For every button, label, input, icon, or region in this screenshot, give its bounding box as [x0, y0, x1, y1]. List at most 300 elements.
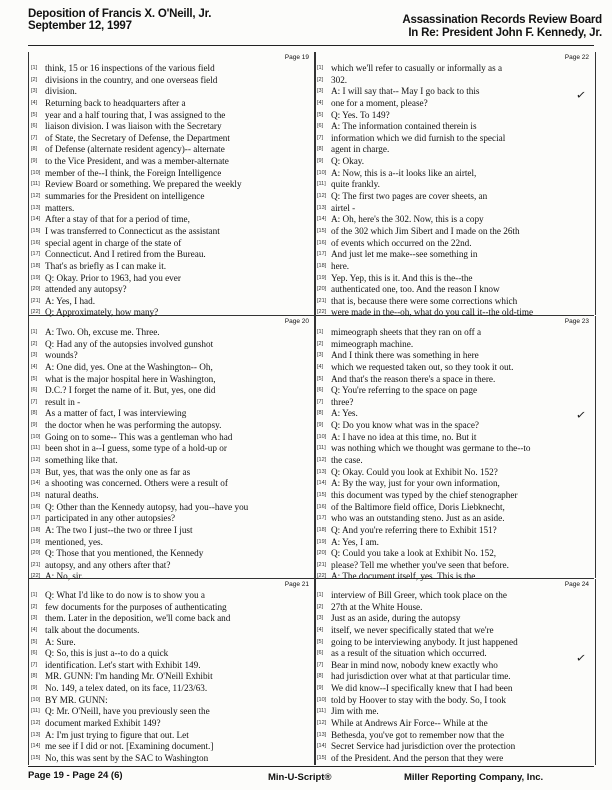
line-number: [13] [317, 468, 327, 475]
line-number: [11] [317, 708, 326, 715]
checkmark-annotation: ✓ [575, 87, 587, 103]
line-number: [6] [317, 123, 324, 130]
checkmark-annotation: ✓ [575, 650, 587, 666]
line-number: [14] [31, 216, 41, 223]
transcript-line [315, 648, 595, 660]
line-number: [12] [317, 457, 327, 464]
line-text: please? Tell me whether you've seen that before. [331, 559, 509, 570]
transcript-line [315, 706, 595, 718]
line-number: [13] [317, 204, 327, 211]
page-label: Page 24 [564, 581, 589, 588]
transcript-line [315, 753, 595, 765]
line-number: [3] [31, 88, 38, 95]
transcript-line [29, 191, 315, 203]
transcript-line [29, 525, 315, 537]
line-text: Q: Okay. Prior to 1963, had you ever [45, 272, 181, 283]
transcript-line [29, 625, 315, 637]
transcript-line [315, 502, 595, 514]
line-number: [19] [317, 538, 327, 545]
transcript-line [29, 110, 315, 122]
transcript-lines [29, 590, 315, 765]
transcript-line [315, 718, 595, 730]
line-number: [11] [317, 445, 326, 452]
line-text: Going on to some-- This was a gentleman who had [45, 431, 233, 442]
transcript-line [315, 548, 595, 560]
line-number: [12] [31, 457, 41, 464]
line-text: Q: And you're referring there to Exhibit 151? [331, 524, 497, 535]
line-number: [1] [317, 592, 324, 598]
deposition-title: Deposition of Francis X. O'Neill, Jr. [28, 8, 212, 20]
line-text: wounds? [45, 350, 78, 361]
line-text: A: I have no idea at this time, no. But it [331, 431, 477, 442]
line-text: been shot in a--I guess, some type of a hold-up or [45, 443, 227, 454]
transcript-lines [315, 590, 595, 765]
line-text: that is, because there were some corrections which [331, 295, 518, 306]
line-text: told by Hoover to stay with the body. So, I took [331, 694, 506, 705]
line-number: [4] [31, 99, 38, 106]
transcript-line [29, 86, 315, 98]
transcript-line [29, 660, 315, 672]
transcript-line [29, 753, 315, 765]
line-text: Q: Do you know what was in the space? [331, 420, 479, 431]
case-name: In Re: President John F. Kennedy, Jr. [408, 27, 602, 39]
panel-divider [28, 578, 594, 579]
line-text: 302. [331, 74, 348, 85]
line-text: That's as briefly as I can make it. [45, 260, 167, 271]
line-text: this document was typed by the chief stenographer [331, 489, 518, 500]
line-number: [7] [31, 134, 38, 141]
line-number: [5] [317, 375, 324, 382]
line-text: something like that. [45, 455, 118, 466]
line-text: Bethesda, you've got to remember now that the [331, 729, 505, 740]
line-number: [15] [31, 491, 41, 498]
transcript-line [29, 63, 315, 75]
line-number: [13] [31, 468, 41, 475]
transcript-line [29, 156, 315, 168]
line-text: A: Oh, here's the 302. Now, this is a copy [331, 214, 484, 225]
transcript-line [315, 121, 595, 133]
line-text: Q: What I'd like to do now is to show you a [45, 590, 205, 600]
line-number: [5] [31, 111, 38, 118]
transcript-line [29, 706, 315, 718]
transcript-line [315, 339, 595, 351]
line-text: A: Yes, I had. [45, 295, 96, 306]
transcript-line [315, 478, 595, 490]
transcript-line [315, 741, 595, 753]
page-label: Page 20 [284, 318, 309, 325]
transcript-line [315, 284, 595, 296]
transcript-line [29, 548, 315, 560]
checkmark-annotation: ✓ [575, 407, 587, 423]
line-text: authenticated one, too. And the reason I know [331, 284, 500, 295]
transcript-line [29, 249, 315, 261]
transcript-line [315, 179, 595, 191]
line-text: A: By the way, just for your own information, [331, 478, 500, 489]
transcript-line [29, 443, 315, 455]
line-text: few documents for the purposes of authenticating [45, 601, 227, 612]
line-number: [22] [31, 573, 41, 580]
transcript-line [29, 467, 315, 479]
line-number: [15] [317, 754, 327, 761]
line-text: participated in any other autopsies? [45, 513, 176, 524]
line-number: [1] [317, 329, 324, 335]
deposition-header [28, 8, 211, 32]
line-text: of the 302 which Jim Sibert and I made on the 26th [331, 225, 520, 236]
line-text: result in - [45, 396, 81, 407]
line-text: who was an outstanding steno. Just as an aside. [331, 513, 505, 524]
line-number: [10] [31, 696, 41, 703]
line-text: agent in charge. [331, 144, 390, 155]
transcript-line [29, 420, 315, 432]
line-number: [7] [317, 661, 324, 668]
page-label: Page 19 [284, 54, 309, 61]
line-number: [6] [317, 650, 324, 657]
line-number: [5] [31, 638, 38, 645]
page-22-panel [314, 52, 596, 318]
transcript-line [315, 397, 595, 409]
line-text: division. [45, 86, 77, 97]
transcript-line [315, 133, 595, 145]
line-number: [16] [317, 239, 327, 246]
line-number: [17] [317, 515, 327, 522]
line-text: Connecticut. And I retired from the Bureau. [45, 249, 206, 260]
board-name: Assassination Records Review Board [402, 14, 602, 26]
transcript-line [315, 590, 595, 602]
transcript-lines [29, 63, 315, 319]
line-number: [15] [317, 491, 327, 498]
transcript-line [315, 273, 595, 285]
transcript-line [315, 525, 595, 537]
line-text: MR. GUNN: I'm handing Mr. O'Neill Exhibit [45, 671, 213, 682]
line-number: [7] [31, 398, 38, 405]
transcript-line [29, 537, 315, 549]
line-text: Bear in mind now, nobody knew exactly who [331, 659, 498, 670]
transcript-line [29, 261, 315, 273]
line-text: A: The information contained therein is [331, 121, 477, 132]
transcript-line [29, 408, 315, 420]
transcript-line [315, 537, 595, 549]
transcript-line [315, 683, 595, 695]
line-text: A: Sure. [45, 636, 76, 647]
line-number: [13] [317, 731, 327, 738]
line-number: [18] [31, 526, 41, 533]
line-text: matters. [45, 202, 75, 213]
transcript-lines [315, 327, 595, 583]
line-number: [16] [31, 239, 41, 246]
footer-rule [28, 766, 594, 767]
line-number: [21] [31, 561, 41, 568]
line-text: A: Two. Oh, excuse me. Three. [45, 327, 160, 337]
line-text: itself, we never specifically stated that we're [331, 624, 494, 635]
line-number: [16] [31, 503, 41, 510]
line-text: quite frankly. [331, 179, 380, 190]
line-number: [7] [317, 134, 324, 141]
line-text: A: No, sir. [45, 571, 84, 582]
page-21-panel [28, 579, 316, 765]
transcript-line [29, 374, 315, 386]
transcript-line [315, 467, 595, 479]
line-number: [21] [317, 297, 327, 304]
line-number: [10] [317, 169, 327, 176]
line-number: [8] [317, 410, 324, 417]
transcript-line [315, 144, 595, 156]
line-text: year and a half touring that, I was assigned to the [45, 109, 226, 120]
line-text: Q: Other than the Kennedy autopsy, had you--have you [45, 501, 249, 512]
line-text: No, this was sent by the SAC to Washington [45, 752, 209, 763]
line-text: attended any autopsy? [45, 284, 127, 295]
line-number: [21] [31, 297, 41, 304]
transcript-line [315, 420, 595, 432]
transcript-line [29, 432, 315, 444]
line-text: A: I'm just trying to figure that out. Let [45, 729, 189, 740]
line-text: Q: You're referring to the space on page [331, 385, 478, 396]
transcript-line [315, 98, 595, 110]
transcript-line [29, 238, 315, 250]
line-text: Q: Yes. To 149? [331, 109, 390, 120]
line-text: Secret Service had jurisdiction over the protection [331, 741, 516, 752]
line-number: [6] [317, 387, 324, 394]
line-number: [14] [317, 743, 327, 750]
line-text: D.C.? I forget the name of it. But, yes, one did [45, 385, 216, 396]
line-number: [8] [31, 410, 38, 417]
transcript-line [315, 156, 595, 168]
transcript-line [315, 249, 595, 261]
line-number: [9] [31, 422, 38, 429]
line-number: [11] [317, 181, 326, 188]
line-text: member of the--I think, the Foreign Intelligence [45, 167, 222, 178]
line-number: [1] [31, 592, 38, 598]
transcript-line [315, 296, 595, 308]
line-number: [1] [31, 329, 38, 335]
page-23-panel [314, 316, 596, 582]
line-number: [17] [317, 251, 327, 258]
line-text: document marked Exhibit 149? [45, 718, 161, 729]
transcript-line [315, 407, 595, 423]
transcript-line [315, 261, 595, 273]
line-number: [19] [317, 274, 327, 281]
line-text: Returning back to headquarters after a [45, 97, 186, 108]
line-number: [22] [317, 573, 327, 580]
transcript-line [315, 695, 595, 707]
line-number: [6] [31, 650, 38, 657]
line-text: As a matter of fact, I was interviewing [45, 408, 187, 419]
line-text: of events which occurred on the 22nd. [331, 237, 472, 248]
transcript-line [315, 660, 595, 672]
line-text: information which we did furnish to the special [331, 132, 506, 143]
line-text: BY MR. GUNN: [45, 694, 108, 705]
transcript-line [29, 741, 315, 753]
line-number: [19] [31, 538, 41, 545]
line-text: mentioned, yes. [45, 536, 103, 547]
transcript-line [29, 455, 315, 467]
line-text: autopsy, and any others after that? [45, 559, 171, 570]
line-number: [1] [31, 65, 38, 71]
line-number: [8] [317, 146, 324, 153]
line-number: [10] [31, 433, 41, 440]
line-number: [11] [31, 181, 40, 188]
reporting-company: Miller Reporting Company, Inc. [404, 772, 544, 783]
line-number: [15] [31, 227, 41, 234]
line-number: [11] [31, 445, 40, 452]
line-text: was nothing which we thought was germane to the--to [331, 443, 531, 454]
transcript-line [315, 362, 595, 374]
line-number: [17] [31, 251, 41, 258]
header-rule [28, 45, 594, 46]
line-text: A: One did, yes. One at the Washington-- Oh, [45, 361, 213, 372]
line-text: A: Yes, I am. [331, 536, 379, 547]
line-text: of the President. And the person that they were [331, 752, 504, 763]
transcript-line [29, 144, 315, 156]
transcript-line [315, 350, 595, 362]
page-label: Page 23 [564, 318, 589, 325]
transcript-line [29, 362, 315, 374]
transcript-line [29, 683, 315, 695]
transcript-line [29, 478, 315, 490]
transcript-line [29, 350, 315, 362]
transcript-line [29, 502, 315, 514]
transcript-line [315, 203, 595, 215]
transcript-line [315, 63, 595, 75]
line-number: [18] [317, 526, 327, 533]
transcript-line [315, 560, 595, 572]
line-number: [14] [317, 216, 327, 223]
transcript-line [315, 432, 595, 444]
line-text: airtel - [331, 202, 356, 213]
line-text: me see if I did or not. [Examining document.] [45, 741, 214, 752]
line-text: identification. Let's start with Exhibit 149. [45, 659, 201, 670]
line-text: Q: Those that you mentioned, the Kennedy [45, 548, 204, 559]
line-text: what is the major hospital here in Washington, [45, 373, 216, 384]
transcript-line [29, 214, 315, 226]
line-number: [14] [317, 480, 327, 487]
panel-divider [28, 315, 594, 316]
line-text: of State, the Secretary of Defense, the Department [45, 132, 230, 143]
line-number: [6] [31, 387, 38, 394]
line-number: [4] [31, 363, 38, 370]
transcript-line [315, 374, 595, 386]
line-text: talk about the documents. [45, 624, 140, 635]
line-number: [6] [31, 123, 38, 130]
transcript-line [315, 168, 595, 180]
transcript-line [315, 637, 595, 649]
line-text: Jim with me. [331, 706, 379, 717]
line-text: one for a moment, please? [331, 97, 428, 108]
transcript-line [29, 75, 315, 87]
line-text: And just let me make--see something in [331, 249, 478, 260]
line-text: liaison division. I was liaison with the Secretary [45, 121, 222, 132]
line-number: [10] [317, 696, 327, 703]
line-number: [13] [31, 731, 41, 738]
transcript-line [315, 86, 595, 98]
line-text: A: Now, this is a--it looks like an airtel, [331, 167, 477, 178]
line-number: [2] [31, 76, 38, 83]
transcript-line [29, 730, 315, 742]
deposition-date: September 12, 1997 [28, 20, 132, 32]
line-text: And I think there was something in here [331, 350, 479, 361]
line-text: A: The two I just--the two or three I just [45, 524, 193, 535]
transcript-line [315, 602, 595, 614]
line-text: interview of Bill Greer, which took place on the [331, 590, 507, 600]
line-number: [2] [317, 603, 324, 610]
transcript-line [29, 168, 315, 180]
line-number: [9] [317, 422, 324, 429]
line-number: [2] [317, 340, 324, 347]
line-number: [2] [31, 603, 38, 610]
line-text: as a result of the situation which occurred. [331, 648, 487, 659]
line-text: which we requested taken out, so they took it out. [331, 361, 514, 372]
line-number: [18] [31, 262, 41, 269]
line-text: We did know--I specifically knew that I had been [331, 683, 513, 694]
line-number: [9] [317, 158, 324, 165]
line-text: A: Yes. [331, 408, 358, 419]
transcript-line [29, 397, 315, 409]
line-number: [20] [31, 286, 41, 293]
line-text: divisions in the country, and one overseas field [45, 74, 218, 85]
line-text: them. Later in the deposition, we'll come back and [45, 613, 231, 624]
line-number: [22] [31, 309, 41, 316]
line-text: mimeograph machine. [331, 338, 414, 349]
line-number: [18] [317, 262, 327, 269]
line-number: [14] [31, 480, 41, 487]
line-number: [12] [317, 720, 327, 727]
transcript-line [29, 133, 315, 145]
line-text: were made in the--oh, what do you call it--the old-time [331, 307, 534, 318]
line-number: [19] [31, 274, 41, 281]
line-number: [10] [317, 433, 327, 440]
transcript-line [29, 98, 315, 110]
transcript-line [315, 490, 595, 502]
line-number: [3] [31, 352, 38, 359]
transcript-line [315, 327, 595, 339]
transcript-line [29, 513, 315, 525]
line-text: the doctor when he was performing the autopsy. [45, 420, 222, 431]
transcript-line [315, 730, 595, 742]
line-text: Yep. Yep, this is it. And this is the--the [331, 272, 473, 283]
transcript-line [29, 671, 315, 683]
transcript-line [315, 226, 595, 238]
line-text: Q: Approximately, how many? [45, 307, 159, 318]
transcript-line [29, 121, 315, 133]
line-text: Q: The first two pages are cover sheets, an [331, 191, 488, 202]
transcript-line [29, 273, 315, 285]
transcript-line [29, 648, 315, 660]
line-text: natural deaths. [45, 489, 99, 500]
line-number: [2] [317, 76, 324, 83]
line-number: [21] [317, 561, 327, 568]
line-number: [10] [31, 169, 41, 176]
line-text: the case. [331, 455, 363, 466]
transcript-line [29, 613, 315, 625]
line-number: [12] [31, 720, 41, 727]
line-number: [4] [317, 363, 324, 370]
line-number: [17] [31, 515, 41, 522]
line-number: [8] [317, 673, 324, 680]
line-number: [20] [317, 550, 327, 557]
page-range: Page 19 - Page 24 (6) [28, 770, 123, 781]
line-text: A: The document itself, yes. This is the [331, 571, 476, 582]
line-number: [5] [317, 111, 324, 118]
line-number: [12] [317, 193, 327, 200]
transcript-line [29, 590, 315, 602]
line-number: [9] [317, 685, 324, 692]
line-text: Q: Okay. [331, 156, 365, 167]
transcript-line [29, 203, 315, 215]
line-text: A: I will say that-- May I go back to this [331, 86, 480, 97]
page-19-panel [28, 52, 316, 318]
line-number: [16] [317, 503, 327, 510]
transcript-line [315, 613, 595, 625]
line-text: here. [331, 260, 350, 271]
